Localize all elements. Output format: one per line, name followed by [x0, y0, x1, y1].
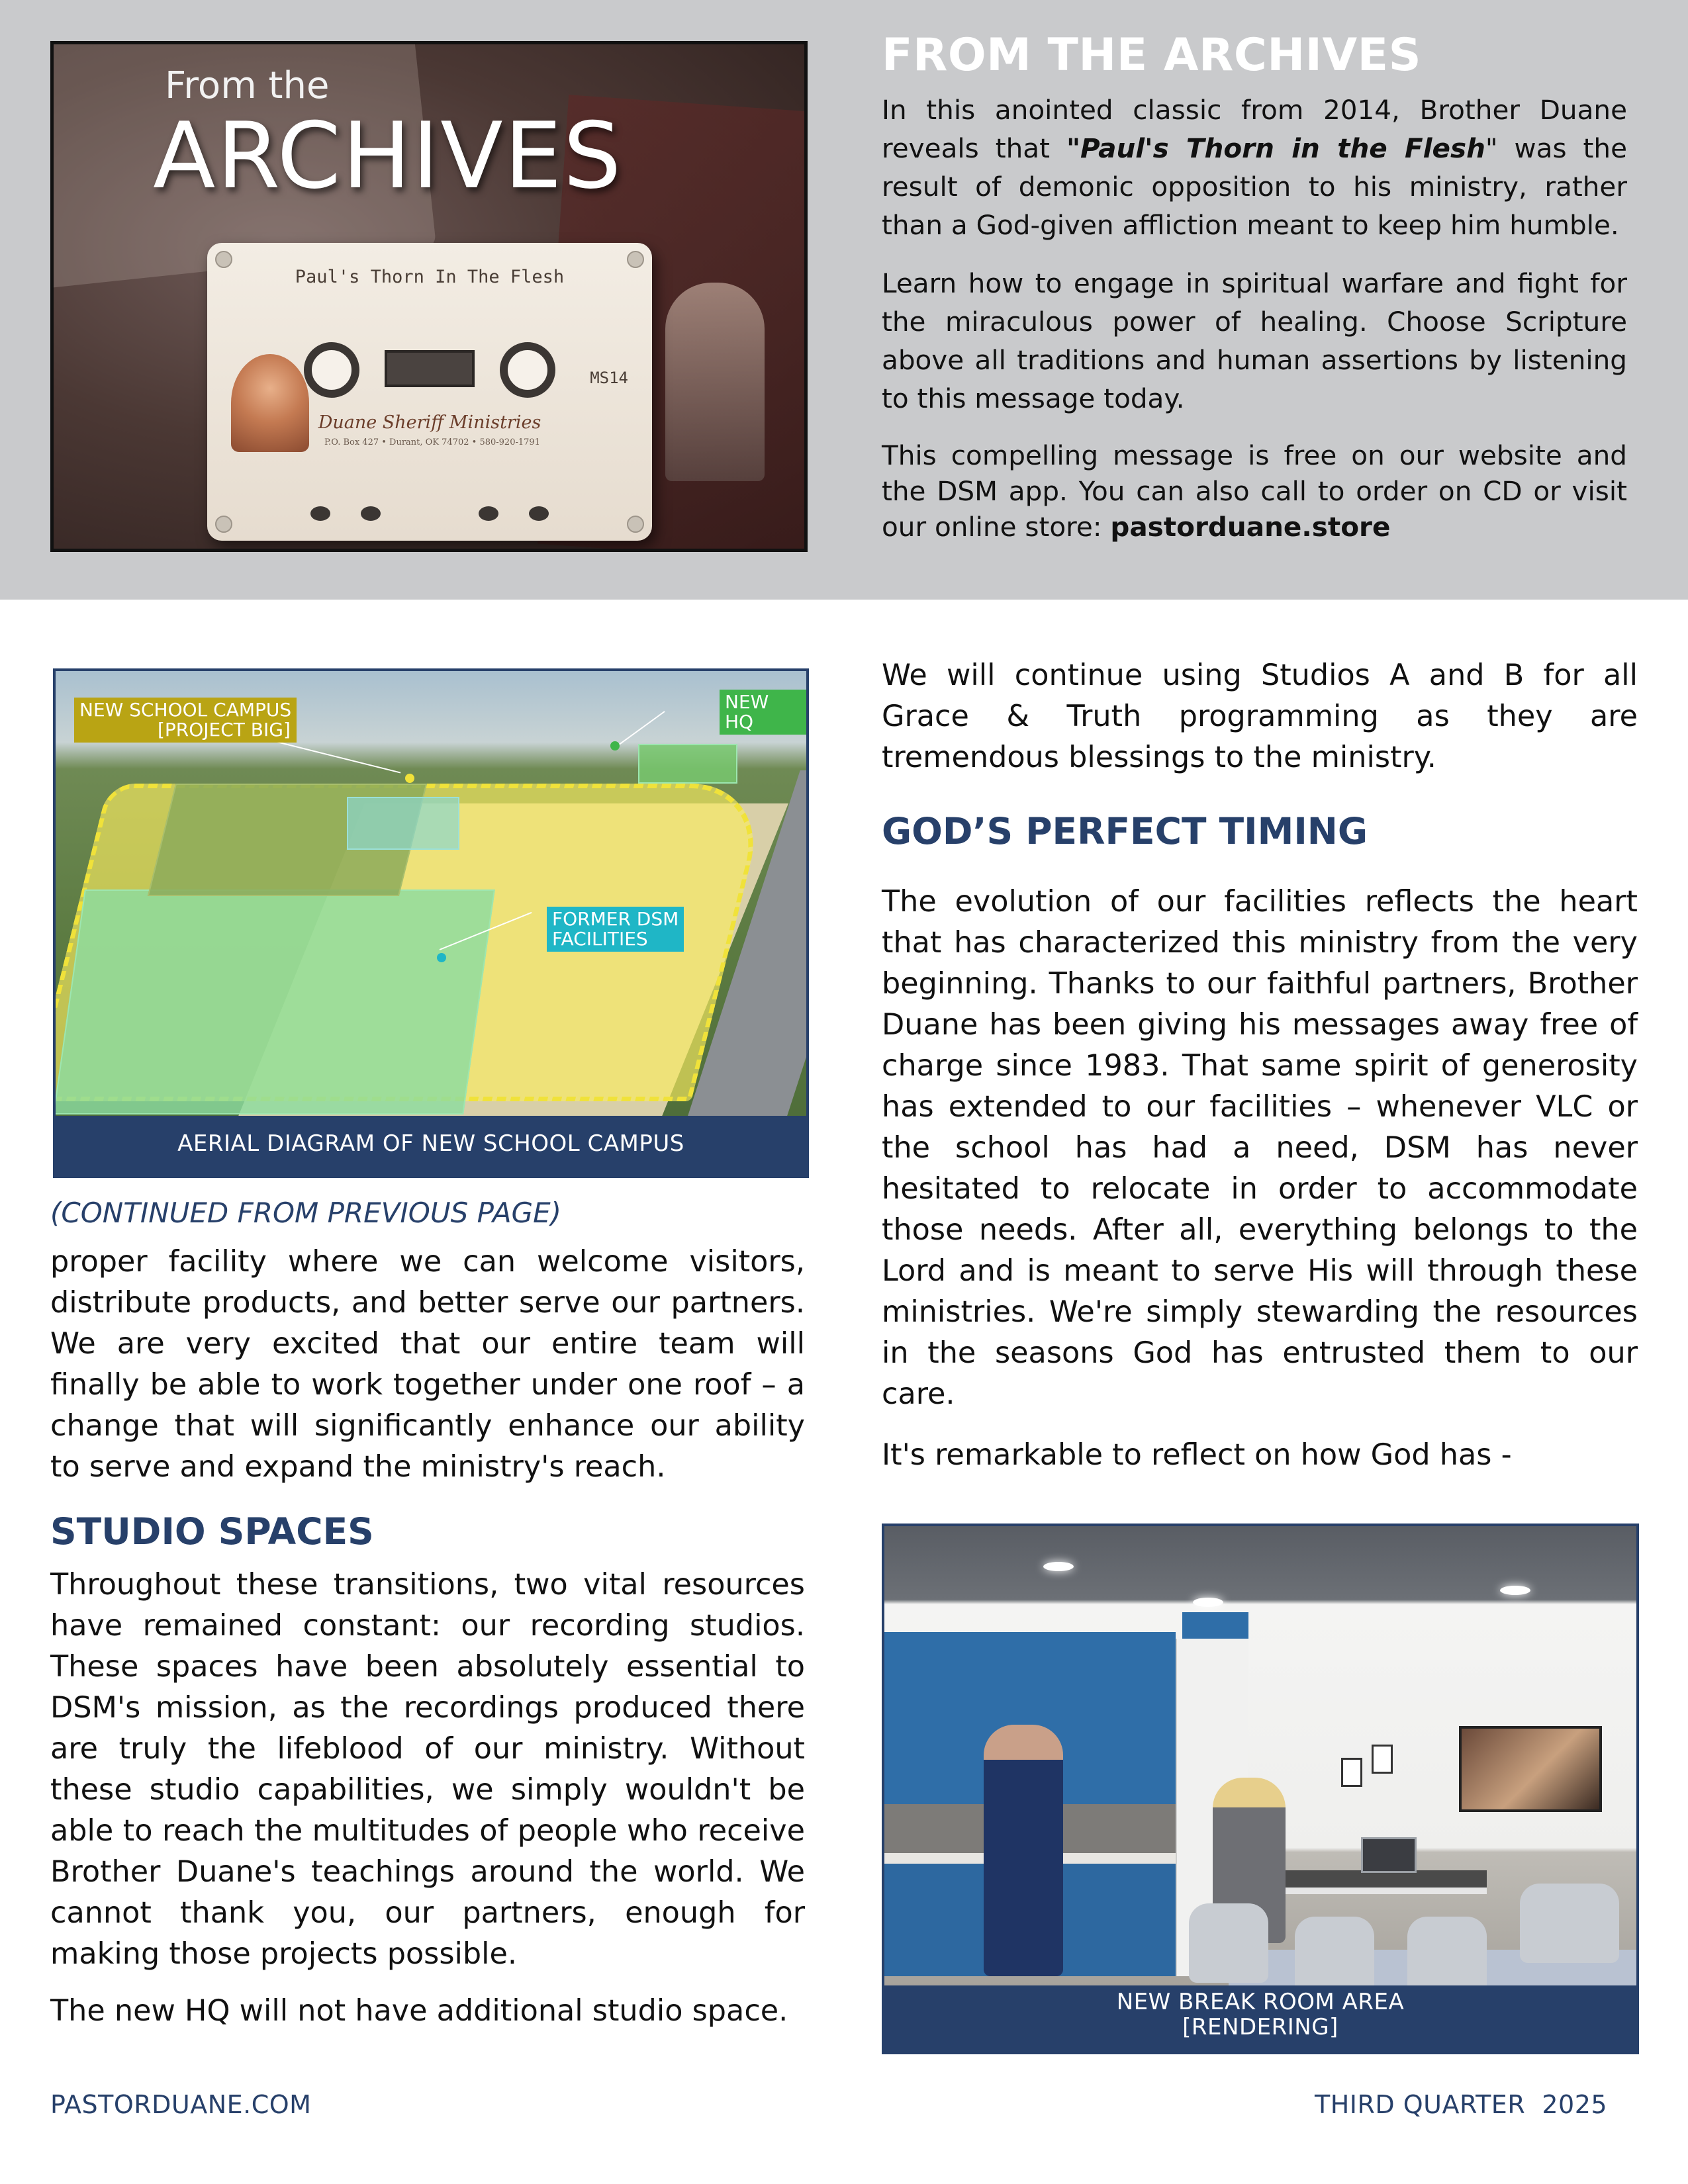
- breakroom-caption-line-2: [RENDERING]: [1182, 2014, 1338, 2040]
- aerial-caption: AERIAL DIAGRAM OF NEW SCHOOL CAMPUS: [177, 1130, 684, 1157]
- cassette-reel-window: [304, 342, 555, 406]
- background-photo-person: [665, 283, 765, 481]
- archive-heading: FROM THE ARCHIVES: [882, 29, 1422, 81]
- right-column: [882, 655, 1638, 1476]
- message-title: "Paul's Thorn in the Flesh: [1066, 132, 1485, 164]
- right-paragraph-1: We will continue using Studios A and B for all Grace & Truth programming as they are tremendous blessings to the ministry.: [882, 659, 1638, 774]
- former-dsm-tag: [547, 907, 684, 952]
- cassette-hole: [310, 506, 330, 521]
- ceiling-light-icon: [1193, 1598, 1223, 1607]
- former-dsm-facilities: [347, 797, 459, 850]
- archive-p1-text: In this anointed classic from 2014, Brother Duane reveals that: [882, 94, 1627, 164]
- breakroom-caption: [884, 1980, 1636, 2052]
- hq-pin: [610, 741, 620, 751]
- archive-paragraph-3: [882, 437, 1627, 545]
- archive-article: [882, 29, 1627, 545]
- screw-icon: [215, 251, 232, 268]
- footer-website[interactable]: PASTORDUANE.COM: [50, 2090, 312, 2119]
- cassette-tape: [207, 243, 652, 541]
- tape-window: [385, 350, 475, 387]
- archive-p1-text-end: " was the result of demonic opposition to his ministry, rather than a God-given affliction meant to keep him humble.: [882, 132, 1627, 241]
- cassette-hole: [479, 506, 498, 521]
- right-paragraph-3: It's remarkable to reflect on how God has -: [882, 1438, 1512, 1472]
- archive-cassette-photo: [50, 41, 808, 552]
- reel-icon: [500, 342, 555, 398]
- ceiling-light-icon: [1500, 1586, 1530, 1595]
- hq-label-leader: [616, 711, 665, 747]
- cassette-ministry-name: Duane Sheriff Ministries: [318, 412, 541, 433]
- cassette-title: Paul's Thorn In The Flesh: [295, 267, 565, 287]
- continued-note: (CONTINUED FROM PREVIOUS PAGE): [50, 1197, 562, 1229]
- studio-spaces-heading: STUDIO SPACES: [50, 1510, 374, 1553]
- right-paragraph-2: The evolution of our facilities reflects the heart that has characterized this ministry from the very beginning. Thanks to our faithful partners, Brother Duane has been giving his messages away free of charge since 1983. That same spirit of generosity has extended to our facilities – whenever VLC or the school has had a need, DSM has never hesitated to relocate in order to accommodate those needs. After all, everything belongs to the Lord and is meant to serve His will through these ministries. We're simply stewarding the resources in the seasons God has entrusted them to our care.: [882, 885, 1638, 1411]
- chair: [1295, 1917, 1374, 1985]
- school-tag-line-1: NEW SCHOOL CAMPUS: [79, 699, 292, 721]
- screw-icon: [627, 516, 644, 533]
- cassette-code: MS14: [590, 369, 628, 387]
- former-pin: [437, 953, 446, 962]
- left-column: [50, 1242, 805, 2032]
- archive-p3-text: This compelling message is free on our website and the DSM app. You can also call to order on CD or visit our online store:: [882, 439, 1627, 543]
- new-hq-building: [638, 744, 737, 784]
- chair: [1407, 1917, 1487, 1985]
- former-tag-line-1: FORMER DSM: [552, 908, 679, 930]
- wall-frame: [1341, 1758, 1362, 1787]
- ceiling-light-icon: [1043, 1562, 1074, 1571]
- school-building-green: [56, 889, 495, 1115]
- school-tag-line-2: [PROJECT BIG]: [158, 719, 291, 741]
- laptop-icon: [1361, 1837, 1417, 1873]
- aerial-campus-figure: [53, 668, 809, 1178]
- perfect-timing-heading: GOD’S PERFECT TIMING: [882, 810, 1368, 852]
- cassette-hole: [529, 506, 549, 521]
- screw-icon: [627, 251, 644, 268]
- left-paragraph-2: Throughout these transitions, two vital resources have remained constant: our recording studios. These spaces have been absolutely essential to DSM's mission, as the recordings produced there are truly the lifeblood of our ministry. Without these studio capabilities, we simply wouldn't be able to reach the multitudes of people who receive Brother Duane's teachings around the world. We cannot thank you, our partners, enough for making those projects possible.: [50, 1568, 805, 1971]
- wall-frame: [1372, 1745, 1393, 1774]
- former-tag-line-2: FACILITIES: [552, 928, 648, 950]
- from-the-label: From the: [165, 64, 330, 107]
- school-pin: [405, 774, 414, 783]
- breakroom-caption-line-1: NEW BREAK ROOM AREA: [1116, 1989, 1405, 2015]
- archive-paragraph-1: [882, 91, 1627, 244]
- standing-man: [984, 1725, 1063, 1976]
- store-link[interactable]: pastorduane.store: [1110, 511, 1391, 543]
- breakroom-figure: [882, 1524, 1639, 2054]
- archive-section: [0, 0, 1688, 600]
- wall-tv: [1459, 1726, 1602, 1812]
- archives-title-graphic: ARCHIVES: [153, 103, 623, 209]
- chair: [1189, 1903, 1268, 1983]
- reel-icon: [304, 342, 359, 398]
- screw-icon: [215, 516, 232, 533]
- new-hq-tag: NEW HQ: [720, 690, 806, 735]
- aerial-photo: [56, 671, 806, 1116]
- footer-issue: THIRD QUARTER 2025: [1315, 2090, 1608, 2119]
- cassette-hole: [361, 506, 381, 521]
- armchair: [1520, 1884, 1619, 1963]
- left-paragraph-1: proper facility where we can welcome visitors, distribute products, and better serve our partners. We are very excited that our entire team will finally be able to work together under one roof – a change that will significantly enhance our ability to serve and expand the ministry's reach.: [50, 1245, 805, 1484]
- left-paragraph-3: The new HQ will not have additional studio space.: [50, 1994, 788, 2028]
- new-school-campus-tag: [74, 698, 297, 743]
- cassette-address: P.O. Box 427 • Durant, OK 74702 • 580-920-1791: [324, 437, 540, 447]
- breakroom-rendering: [884, 1526, 1636, 1985]
- archive-paragraph-2: Learn how to engage in spiritual warfare and fight for the miraculous power of healing. Choose Scripture above all traditions and human assertions by listening to this message today.: [882, 267, 1627, 414]
